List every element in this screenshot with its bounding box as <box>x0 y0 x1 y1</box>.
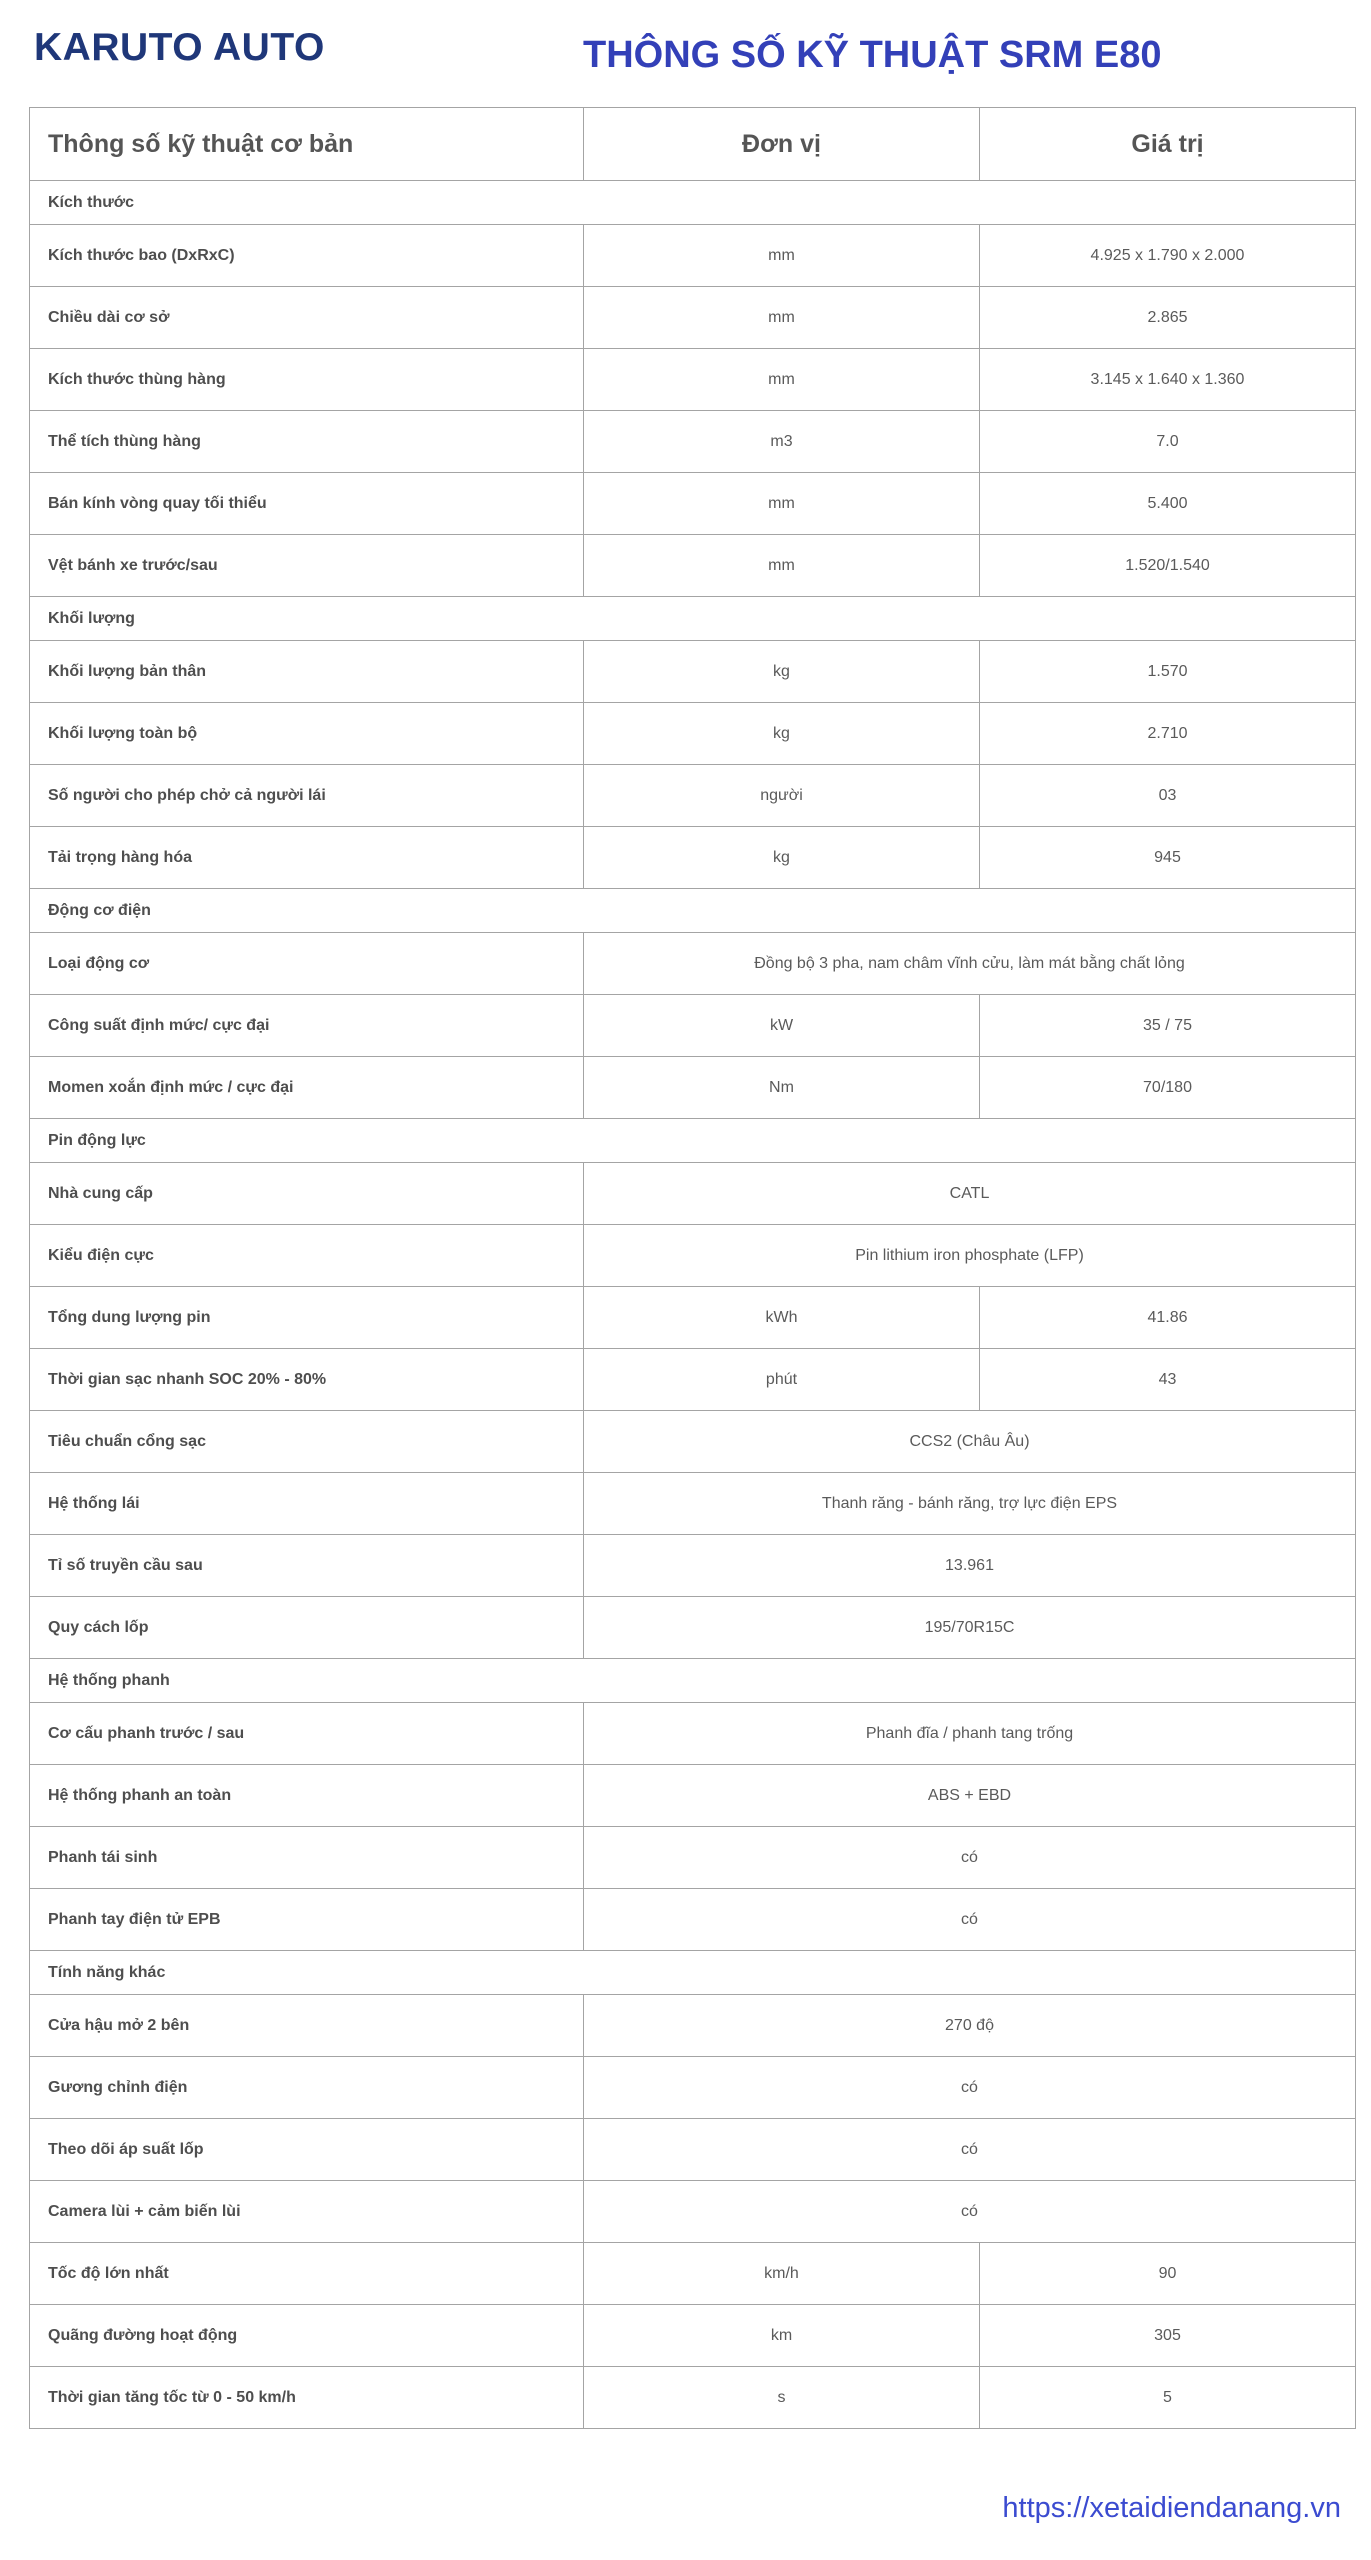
table-row <box>30 473 1356 535</box>
section-header-row <box>30 1951 1356 1995</box>
spec-value: 945 <box>980 827 1356 889</box>
spec-value: 90 <box>980 2243 1356 2305</box>
spec-label: Loại động cơ <box>30 933 584 995</box>
page-title: THÔNG SỐ KỸ THUẬT SRM E80 <box>583 34 1162 76</box>
section-header-row <box>30 889 1356 933</box>
table-row <box>30 2367 1356 2429</box>
spec-value: 1.520/1.540 <box>980 535 1356 597</box>
table-row <box>30 827 1356 889</box>
spec-value: 305 <box>980 2305 1356 2367</box>
table-row <box>30 2243 1356 2305</box>
spec-label: Camera lùi + cảm biến lùi <box>30 2181 584 2243</box>
table-row <box>30 703 1356 765</box>
spec-value: 03 <box>980 765 1356 827</box>
spec-value: 2.710 <box>980 703 1356 765</box>
spec-unit: mm <box>584 225 980 287</box>
table-header-row <box>30 108 1356 181</box>
table-row <box>30 411 1356 473</box>
spec-unit: người <box>584 765 980 827</box>
table-row <box>30 2181 1356 2243</box>
spec-label: Kiểu điện cực <box>30 1225 584 1287</box>
spec-value: 70/180 <box>980 1057 1356 1119</box>
table-row <box>30 225 1356 287</box>
spec-label: Tỉ số truyền cầu sau <box>30 1535 584 1597</box>
spec-value: có <box>584 1827 1356 1889</box>
table-row <box>30 1597 1356 1659</box>
spec-unit: Nm <box>584 1057 980 1119</box>
spec-value: 4.925 x 1.790 x 2.000 <box>980 225 1356 287</box>
spec-unit: kg <box>584 641 980 703</box>
table-row <box>30 1287 1356 1349</box>
spec-label: Gương chỉnh điện <box>30 2057 584 2119</box>
table-row <box>30 765 1356 827</box>
spec-value: 5 <box>980 2367 1356 2429</box>
spec-label: Tiêu chuẩn cổng sạc <box>30 1411 584 1473</box>
table-row <box>30 287 1356 349</box>
spec-unit: mm <box>584 287 980 349</box>
section-header-row <box>30 1659 1356 1703</box>
table-row <box>30 995 1356 1057</box>
spec-label: Hệ thống phanh an toàn <box>30 1765 584 1827</box>
spec-value: Pin lithium iron phosphate (LFP) <box>584 1225 1356 1287</box>
table-row <box>30 1535 1356 1597</box>
spec-label: Kích thước bao (DxRxC) <box>30 225 584 287</box>
spec-value: Đồng bộ 3 pha, nam châm vĩnh cửu, làm mát bằng chất lỏng <box>584 933 1356 995</box>
spec-label: Tải trọng hàng hóa <box>30 827 584 889</box>
spec-unit: kg <box>584 827 980 889</box>
spec-unit: kW <box>584 995 980 1057</box>
spec-value: 43 <box>980 1349 1356 1411</box>
spec-label: Công suất định mức/ cực đại <box>30 995 584 1057</box>
table-row <box>30 1473 1356 1535</box>
header-unit: Đơn vị <box>584 108 980 181</box>
spec-table <box>29 107 1356 2429</box>
table-row <box>30 1765 1356 1827</box>
table-row <box>30 2119 1356 2181</box>
spec-unit: m3 <box>584 411 980 473</box>
table-row <box>30 641 1356 703</box>
spec-value: 35 / 75 <box>980 995 1356 1057</box>
spec-label: Vệt bánh xe trước/sau <box>30 535 584 597</box>
spec-unit: mm <box>584 349 980 411</box>
spec-value: Thanh răng - bánh răng, trợ lực điện EPS <box>584 1473 1356 1535</box>
table-row <box>30 1411 1356 1473</box>
spec-label: Thể tích thùng hàng <box>30 411 584 473</box>
spec-unit: km <box>584 2305 980 2367</box>
brand-logo: KARUTO AUTO <box>34 26 325 69</box>
section-header-row <box>30 1119 1356 1163</box>
spec-value: 7.0 <box>980 411 1356 473</box>
spec-label: Nhà cung cấp <box>30 1163 584 1225</box>
spec-label: Momen xoắn định mức / cực đại <box>30 1057 584 1119</box>
spec-value: có <box>584 1889 1356 1951</box>
spec-label: Tốc độ lớn nhất <box>30 2243 584 2305</box>
spec-value: có <box>584 2119 1356 2181</box>
spec-unit: mm <box>584 535 980 597</box>
spec-value: 2.865 <box>980 287 1356 349</box>
spec-unit: mm <box>584 473 980 535</box>
spec-unit: phút <box>584 1349 980 1411</box>
spec-value: 195/70R15C <box>584 1597 1356 1659</box>
spec-label: Thời gian sạc nhanh SOC 20% - 80% <box>30 1349 584 1411</box>
spec-value: 1.570 <box>980 641 1356 703</box>
spec-value: CATL <box>584 1163 1356 1225</box>
section-title: Kích thước <box>30 181 1356 225</box>
spec-label: Hệ thống lái <box>30 1473 584 1535</box>
spec-value: có <box>584 2181 1356 2243</box>
spec-unit: s <box>584 2367 980 2429</box>
table-row <box>30 1703 1356 1765</box>
table-row <box>30 1827 1356 1889</box>
table-row <box>30 2057 1356 2119</box>
section-title: Khối lượng <box>30 597 1356 641</box>
spec-label: Thời gian tăng tốc từ 0 - 50 km/h <box>30 2367 584 2429</box>
section-header-row <box>30 181 1356 225</box>
table-row <box>30 1889 1356 1951</box>
table-row <box>30 2305 1356 2367</box>
spec-label: Bán kính vòng quay tối thiểu <box>30 473 584 535</box>
table-row <box>30 1349 1356 1411</box>
website-url: https://xetaidiendanang.vn <box>1002 2492 1341 2524</box>
table-row <box>30 1225 1356 1287</box>
spec-value: 270 độ <box>584 1995 1356 2057</box>
spec-value: có <box>584 2057 1356 2119</box>
section-title: Tính năng khác <box>30 1951 1356 1995</box>
spec-label: Phanh tay điện tử EPB <box>30 1889 584 1951</box>
spec-unit: km/h <box>584 2243 980 2305</box>
spec-unit: kWh <box>584 1287 980 1349</box>
spec-value: 5.400 <box>980 473 1356 535</box>
section-title: Hệ thống phanh <box>30 1659 1356 1703</box>
spec-label: Phanh tái sinh <box>30 1827 584 1889</box>
spec-value: CCS2 (Châu Âu) <box>584 1411 1356 1473</box>
table-row <box>30 1057 1356 1119</box>
spec-value: Phanh đĩa / phanh tang trống <box>584 1703 1356 1765</box>
section-title: Động cơ điện <box>30 889 1356 933</box>
spec-label: Cơ cấu phanh trước / sau <box>30 1703 584 1765</box>
table-row <box>30 1995 1356 2057</box>
spec-value: 13.961 <box>584 1535 1356 1597</box>
spec-label: Số người cho phép chở cả người lái <box>30 765 584 827</box>
header-value: Giá trị <box>980 108 1356 181</box>
table-row <box>30 933 1356 995</box>
spec-label: Theo dõi áp suất lốp <box>30 2119 584 2181</box>
spec-value: 3.145 x 1.640 x 1.360 <box>980 349 1356 411</box>
table-row <box>30 1163 1356 1225</box>
spec-label: Khối lượng toàn bộ <box>30 703 584 765</box>
spec-label: Tổng dung lượng pin <box>30 1287 584 1349</box>
spec-unit: kg <box>584 703 980 765</box>
header-basic-spec: Thông số kỹ thuật cơ bản <box>30 108 584 181</box>
spec-table-body <box>30 181 1356 2429</box>
section-title: Pin động lực <box>30 1119 1356 1163</box>
spec-label: Khối lượng bản thân <box>30 641 584 703</box>
spec-label: Cửa hậu mở 2 bên <box>30 1995 584 2057</box>
spec-value: 41.86 <box>980 1287 1356 1349</box>
spec-label: Chiều dài cơ sở <box>30 287 584 349</box>
spec-value: ABS + EBD <box>584 1765 1356 1827</box>
spec-label: Quy cách lốp <box>30 1597 584 1659</box>
section-header-row <box>30 597 1356 641</box>
spec-label: Kích thước thùng hàng <box>30 349 584 411</box>
spec-label: Quãng đường hoạt động <box>30 2305 584 2367</box>
table-row <box>30 535 1356 597</box>
table-row <box>30 349 1356 411</box>
